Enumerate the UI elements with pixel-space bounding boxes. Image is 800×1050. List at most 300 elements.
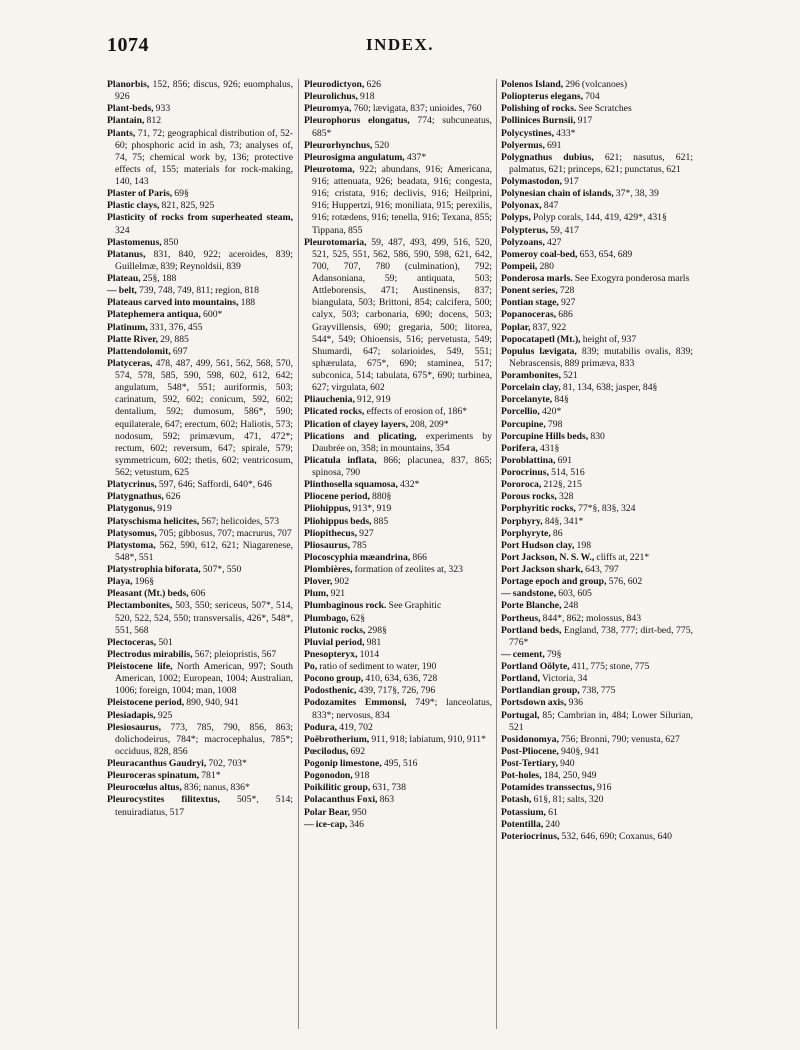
index-entry-term: Port Jackson, N. S. W.,	[501, 551, 595, 563]
index-entry-references: 439, 717§, 726, 796	[356, 685, 436, 697]
index-entry-references: 916	[594, 782, 612, 794]
index-entry	[501, 431, 693, 443]
index-entry-term: Plateau,	[107, 273, 141, 284]
index-entry-references: Polyp corals, 144, 419, 429*, 431§	[530, 212, 667, 224]
index-entry	[501, 79, 693, 91]
index-entry-term: Portland Oölyte,	[501, 661, 570, 672]
index-entry-term: Podura,	[304, 721, 338, 733]
index-entry	[304, 770, 492, 782]
index-entry-term: Plombières,	[304, 564, 353, 575]
index-entry-references: 705; gibbosus, 707; macrurus, 707	[156, 527, 292, 539]
index-entry	[107, 200, 293, 212]
index-entry-references: 521	[561, 370, 578, 381]
index-entry-references: 59, 417	[548, 224, 579, 236]
index-entry-term: Podozamites Emmonsi,	[304, 697, 407, 709]
index-entry-references: 280	[537, 260, 554, 272]
index-entry-references: 919	[155, 503, 172, 515]
index-entry	[304, 734, 492, 746]
index-entry-references: 37*, 38, 39	[613, 188, 659, 200]
index-entry-references: ratio of sediment to water, 190	[317, 661, 437, 672]
index-entry-references: 922; abundans, 916; Americana, 916; attenuata, 926; beadata, 916; congesta, 916; cristata, 916; declivis, 916; Heilprini, 916; Huppertzi, 916; moniliata, 915; perexilis, 916; rotædens, 916; tenella, 916; Texana, 855; Tippana, 855	[312, 163, 492, 236]
index-entry	[304, 164, 492, 237]
index-entry	[107, 491, 293, 503]
index-entry-references: 79§	[544, 648, 562, 660]
index-entry	[501, 382, 693, 394]
index-column-3	[501, 79, 693, 1029]
index-entry-references: 437*	[404, 151, 427, 163]
index-entry-term: Pororoca,	[501, 479, 542, 491]
index-entry-references: 431§	[537, 442, 560, 454]
index-entry-references: See Scratches	[576, 103, 632, 115]
index-entry	[304, 649, 492, 661]
index-entry-term: Posidonomya,	[501, 733, 559, 745]
index-entry	[501, 613, 693, 625]
index-entry-term: Plicated rocks,	[304, 406, 365, 418]
index-entry-term: Polymastodon,	[501, 176, 563, 187]
index-entry	[304, 540, 492, 552]
index-entry	[107, 309, 293, 321]
index-entry-references: 61§, 81; salts, 320	[531, 794, 604, 806]
index-entry	[501, 758, 693, 770]
index-entry-term: Popanoceras,	[501, 309, 557, 321]
index-entry-term: Plaster of Paris,	[107, 188, 173, 200]
index-entry	[304, 394, 492, 406]
index-entry	[304, 722, 492, 734]
index-entry-references: 621; nasutus, 621; palmatus, 621; princeps, 621; punctatus, 621	[509, 151, 693, 175]
index-entry	[304, 746, 492, 758]
index-entry	[501, 503, 693, 515]
index-entry	[107, 128, 293, 189]
index-entry-references: North American, 997; South American, 1002; European, 1004; Australian, 1006; foreign, 1004; man, 1008	[115, 661, 293, 697]
index-entry-term: Pœcilodus,	[304, 745, 349, 757]
index-entry-term: Pleuracanthus Gaudryi,	[107, 758, 207, 769]
index-entry-references: 478, 487, 499, 561, 562, 568, 570, 574, 578, 585, 590, 598, 602, 612, 642; angulatum, 548*, 551; auriformis, 503; carinatum, 592, 602; conicum, 592, 602; dentalium, 592; dumosum, 586*, 590; equilaterale, 647; erectum, 602; Haliotis, 573; nodosum, 592; primævum, 471, 472*; rectum, 602; reversum, 647; spirale, 579; symmetricum, 602; thetis, 602; ventricosum, 562; vetustum, 625	[115, 357, 293, 478]
index-entry-references: 69§	[172, 188, 189, 200]
index-entry-term: Portheus,	[501, 612, 541, 624]
index-entry	[501, 309, 693, 321]
index-entry-references: 562, 590, 612, 621; Niagarenese, 548*, 551	[115, 539, 293, 563]
index-entry-references: 61	[545, 806, 558, 818]
index-entry-references: 188	[238, 297, 256, 309]
index-entry	[304, 661, 492, 673]
index-entry	[501, 443, 693, 455]
index-entry-references: 917	[562, 176, 579, 187]
index-entry	[501, 770, 693, 782]
index-entry-references: 831, 840, 922; aceroides, 839; Guillelmæ, 839; Reynoldsii, 839	[115, 248, 293, 272]
index-entry-term: Pompeii,	[501, 260, 538, 272]
index-entry-term: Pluvial period,	[304, 636, 365, 648]
index-entry-references: 912, 919	[354, 394, 391, 406]
index-entry	[501, 552, 693, 564]
index-entry-references: 940§, 941	[558, 745, 600, 757]
index-entry-references: 567; pleiopristis, 567	[192, 648, 277, 660]
index-entry-references: formation of zeolites at, 323	[352, 564, 463, 575]
index-entry-term: Pleurotoma,	[304, 163, 355, 175]
index-entry-references: 503, 550; sericeus, 507*, 514, 520, 522, 524, 550; transversalis, 426*, 548*, 551, 568	[115, 600, 293, 636]
index-entry-term: Pliohippus beds,	[304, 515, 372, 527]
index-entry-references: 576, 602	[606, 576, 643, 588]
index-entry	[107, 249, 293, 273]
index-entry	[107, 273, 293, 285]
index-entry-term: Polar Bear,	[304, 806, 350, 818]
index-entry	[107, 237, 293, 249]
index-entry-term: Pleurocystites filitextus,	[107, 794, 220, 806]
column-rule	[496, 79, 497, 1029]
index-entry	[107, 115, 293, 127]
index-entry-term: Portland beds,	[501, 624, 562, 636]
index-entry-term: Portlandian group,	[501, 685, 580, 697]
page-number: 1074	[107, 34, 149, 56]
index-entry-term: Pliosaurus,	[304, 539, 351, 551]
index-entry	[501, 528, 693, 540]
index-entry	[107, 600, 293, 636]
index-entry-term: Plattendolomit,	[107, 345, 171, 357]
index-entry-references: 433*	[554, 127, 576, 139]
index-entry-term: Pliauchenia,	[304, 394, 355, 406]
index-entry	[501, 831, 693, 843]
index-entry-term: Platycrinus,	[107, 479, 157, 491]
index-entry	[501, 734, 693, 746]
index-entry-references: 84§, 341*	[542, 515, 584, 527]
index-entry-term: Pollinices Burnsii,	[501, 115, 576, 127]
index-entry-term: Poroblattina,	[501, 454, 556, 466]
index-entry	[501, 491, 693, 503]
index-entry-term: Plantain,	[107, 115, 145, 127]
index-entry	[501, 322, 693, 334]
index-entry	[501, 212, 693, 224]
index-entry-term: Platephemera antiqua,	[107, 309, 201, 321]
index-entry-references: cliffs at, 221*	[594, 551, 650, 563]
index-entry-term: Porous rocks,	[501, 491, 557, 503]
index-entry-term: Platystoma,	[107, 539, 156, 551]
index-entry	[304, 491, 492, 503]
index-entry-term: Polyonax,	[501, 200, 542, 212]
index-entry-references: 296 (volcanoes)	[563, 79, 628, 90]
index-entry	[304, 625, 492, 637]
index-entry-references: 821, 825, 925	[159, 200, 215, 212]
index-entry-references: 773, 785, 790, 856, 863; dolichodeirus, 784*; macrocephalus, 785*; occiduus, 828, 856	[115, 721, 293, 757]
index-entry	[107, 540, 293, 564]
index-entry	[304, 794, 492, 806]
index-entry-references: 880§	[369, 491, 392, 503]
index-entry-references: 918	[357, 91, 375, 103]
index-entry-term: Plocoscyphia mæandrina,	[304, 551, 411, 563]
index-entry-references: 248	[561, 600, 579, 612]
index-entry-term: Portland,	[501, 673, 541, 685]
index-entry-term: — ice-cap,	[304, 818, 348, 830]
index-entry-term: Plectrodus mirabilis,	[107, 648, 193, 660]
index-entry-term: Plumbago,	[304, 612, 349, 624]
index-entry-references: 208, 209*	[408, 418, 449, 430]
index-entry-references: 950	[349, 806, 367, 818]
index-entry	[107, 576, 293, 588]
index-entry-references: 196§	[132, 576, 155, 588]
index-entry-term: Plateaus carved into mountains,	[107, 297, 239, 309]
index-entry-term: Plum,	[304, 588, 329, 600]
index-entry	[304, 91, 492, 103]
index-entry-term: Polenos Island,	[501, 79, 564, 90]
index-entry	[501, 588, 693, 600]
index-entry-term: Planorbis,	[107, 79, 150, 90]
index-entry-references: 692	[348, 745, 366, 757]
index-entry-references: 514, 516	[549, 467, 585, 478]
index-entry-references: 830	[588, 430, 605, 442]
index-entry-references: 798	[545, 418, 563, 430]
index-entry	[501, 710, 693, 734]
index-entry-references: 71, 72; geographical distribution of, 52-60; phosphoric acid in ash, 73; analyses of, 74, 75; chemical work by, 136; protective effects of, 155; materials for rock-making, 140, 143	[115, 127, 293, 187]
index-entry-references: 331, 376, 455	[147, 321, 203, 333]
index-entry	[304, 79, 492, 91]
index-entry-references: experiments by Daubrée on, 358; in mountains, 354	[312, 430, 492, 454]
index-entry-term: Plesiosaurus,	[107, 721, 162, 733]
index-entry	[107, 479, 293, 491]
index-entry	[304, 588, 492, 600]
index-entry-term: Pnesopteryx,	[304, 648, 358, 660]
index-entry-references: 913*, 919	[350, 503, 392, 515]
index-entry	[501, 406, 693, 418]
index-entry	[304, 455, 492, 479]
index-entry-term: Portage epoch and group,	[501, 576, 607, 588]
index-entry-references: 184, 250, 949	[541, 770, 597, 782]
index-entry-references: 603, 605	[556, 588, 592, 600]
index-entry-term: Polishing of rocks.	[501, 103, 577, 115]
index-entry-references: 346	[347, 818, 364, 830]
index-entry-term: Platygnathus,	[107, 491, 164, 503]
index-entry	[304, 152, 492, 164]
index-entry-term: Plicatula inflata,	[304, 454, 377, 466]
index-entry-references: 936	[566, 697, 584, 709]
index-entry-references: 84§	[552, 394, 569, 406]
index-entry	[107, 346, 293, 358]
index-entry-references: See Graphitic	[386, 600, 442, 612]
index-entry	[304, 819, 492, 831]
index-entry-references: 837, 922	[530, 321, 567, 333]
index-entry	[501, 188, 693, 200]
index-entry	[107, 103, 293, 115]
index-entry-term: Plastic clays,	[107, 200, 160, 212]
index-entry-references: 850	[161, 236, 179, 248]
index-entry-references: 505*, 514; tenuiradiatus, 517	[115, 794, 293, 818]
index-entry-term: Pleistocene life,	[107, 661, 173, 672]
index-entry	[304, 576, 492, 588]
index-entry-term: Poikilitic group,	[304, 782, 371, 794]
index-entry-term: Pot-holes,	[501, 770, 542, 782]
index-entry	[107, 334, 293, 346]
index-entry-references: 738, 775	[579, 685, 616, 697]
index-entry	[501, 625, 693, 649]
index-entry	[304, 758, 492, 770]
index-entry-references: 812	[144, 115, 162, 127]
index-entry	[107, 588, 293, 600]
index-entry	[501, 673, 693, 685]
index-entry-term: Plastomenus,	[107, 236, 162, 248]
index-entry-term: Plasticity of rocks from superheated steam,	[107, 212, 293, 224]
index-entry-references: 863	[377, 794, 395, 806]
index-entry	[501, 249, 693, 261]
index-entry-references: 62§	[348, 612, 366, 624]
index-entry-term: Populus lævigata,	[501, 345, 577, 357]
index-entry	[501, 467, 693, 479]
index-entry-term: Platysomus,	[107, 527, 157, 539]
index-entry-references: 212§, 215	[541, 479, 582, 491]
index-entry	[501, 346, 693, 370]
index-entry-term: Plumbaginous rock.	[304, 600, 387, 612]
index-entry	[107, 297, 293, 309]
index-entry-references: 756; Bronni, 790; venusta, 627	[558, 733, 680, 745]
index-entry-term: Pogonip limestone,	[304, 758, 382, 769]
index-entry	[501, 455, 693, 467]
index-entry-references: 702, 703*	[206, 758, 247, 769]
index-entry-term: Pleurosigma angulatum,	[304, 151, 405, 163]
index-entry-term: Platte River,	[107, 333, 158, 345]
index-entry-references: 653, 654, 689	[577, 248, 633, 260]
index-entry-references: 704	[583, 91, 600, 103]
index-entry-term: Pleurotomaria,	[304, 236, 367, 248]
index-entry-term: Plover,	[304, 576, 333, 588]
index-entry	[501, 746, 693, 758]
index-entry-term: Platyceras,	[107, 357, 153, 369]
index-entry	[304, 431, 492, 455]
index-entry	[501, 649, 693, 661]
index-entry-term: Post-Pliocene,	[501, 745, 559, 757]
index-entry-references: 495, 516	[381, 758, 418, 769]
index-entry	[107, 79, 293, 103]
index-entry-term: Polynesian chain of islands,	[501, 188, 614, 200]
index-entry-term: Plesiadapis,	[107, 709, 156, 721]
index-entry-term: Porcupine Hills beds,	[501, 430, 589, 442]
index-entry-term: Po,	[304, 661, 318, 672]
index-entry	[304, 479, 492, 491]
index-entry	[501, 419, 693, 431]
index-entry-term: Porphyryte,	[501, 527, 551, 539]
index-entry	[107, 564, 293, 576]
index-entry-term: Polacanthus Foxi,	[304, 794, 378, 806]
index-entry-term: Poliopterus elegans,	[501, 91, 584, 103]
index-entry-term: Polygnathus dubius,	[501, 151, 594, 163]
index-entry	[501, 152, 693, 176]
index-entry-term: Plectoceras,	[107, 636, 157, 648]
index-entry	[501, 370, 693, 382]
index-entry-references: 691	[544, 139, 562, 151]
index-entry	[304, 406, 492, 418]
index-entry	[304, 140, 492, 152]
index-entry-term: Polyps,	[501, 212, 531, 224]
index-entry-term: Ponderosa marls.	[501, 273, 573, 284]
index-entry-term: Polypterus,	[501, 224, 549, 236]
index-entry-term: Potentilla,	[501, 818, 544, 830]
index-entry-references: 921	[328, 588, 346, 600]
index-entry-term: Platygonus,	[107, 503, 156, 515]
index-entry	[304, 419, 492, 431]
index-entry	[107, 710, 293, 722]
index-entry	[501, 685, 693, 697]
index-entry	[304, 237, 492, 395]
index-entry-term: Podosthenic,	[304, 685, 357, 697]
index-entry	[501, 576, 693, 588]
index-entry-references: 626	[364, 79, 382, 90]
index-entry	[304, 613, 492, 625]
column-rule	[298, 79, 299, 1029]
index-entry-references: England, 738, 777; dirt-bed, 775, 776*	[509, 624, 693, 648]
index-column-2	[304, 79, 492, 1029]
index-entry-term: Porambonites,	[501, 370, 562, 381]
index-entry-references: 739, 748, 749, 811; region, 818	[136, 285, 259, 297]
index-entry-references: 85; Cambrian in, 484; Lower Silurian, 521	[509, 709, 693, 733]
index-entry-references: 847	[541, 200, 559, 212]
index-entry-references: 728	[557, 285, 575, 297]
index-entry-term: Polyernus,	[501, 139, 545, 151]
index-entry	[304, 552, 492, 564]
index-entry-references: 774; subcuneatus, 685*	[312, 115, 492, 139]
index-entry-references: 419, 702	[337, 721, 373, 733]
index-entry-references: 927	[558, 297, 576, 309]
index-entry	[107, 188, 293, 200]
index-entry-references: 981	[364, 636, 382, 648]
index-entry-term: Ponent series,	[501, 285, 558, 297]
index-entry	[107, 358, 293, 479]
index-entry-term: Pleistocene period,	[107, 697, 185, 709]
index-entry-term: Platinum,	[107, 321, 148, 333]
index-entry	[501, 91, 693, 103]
index-entry	[304, 115, 492, 139]
index-entry-references: 298§	[365, 624, 387, 636]
index-entry	[107, 637, 293, 649]
index-entry-references: 885	[371, 515, 389, 527]
index-entry-references: 240	[543, 818, 560, 830]
index-entry-references: height of, 937	[580, 333, 637, 345]
index-column-1	[107, 79, 293, 1029]
index-entry-references: 839; mutabilis ovalis, 839; Nebrascensis, 889 primæva, 833	[509, 345, 693, 369]
index-entry-references: 940	[557, 758, 575, 769]
index-entry-references: See Exogyra ponderosa marls	[572, 273, 690, 284]
index-entry-term: Porphyry,	[501, 515, 543, 527]
index-entry-term: Pleurorhynchus,	[304, 139, 373, 151]
index-entry-references: 427	[544, 236, 562, 248]
index-entry	[501, 200, 693, 212]
index-entry	[107, 528, 293, 540]
index-entry	[501, 479, 693, 491]
index-entry-references: 836; nanus, 836*	[181, 782, 250, 794]
index-entry-references: 77*§, 83§, 324	[575, 503, 636, 515]
index-entry	[304, 564, 492, 576]
index-entry-references: 785	[350, 539, 367, 551]
index-entry	[107, 516, 293, 528]
index-entry-term: Pleuroceras spinatum,	[107, 770, 200, 782]
index-entry	[304, 782, 492, 794]
index-entry-references: 749*; lanceolatus, 833*; nervosus, 834	[312, 697, 492, 721]
index-entry-term: Poteriocrinus,	[501, 830, 560, 842]
index-entry-term: Potamides transsectus,	[501, 782, 595, 794]
index-entry	[107, 322, 293, 334]
index-entry-term: Port Jackson shark,	[501, 564, 584, 575]
index-entry-term: Plectambonites,	[107, 600, 173, 612]
index-entry-references: 691	[555, 454, 573, 466]
index-entry-references: 432*	[397, 479, 420, 491]
index-entry-term: Porcupine,	[501, 418, 546, 430]
index-entry-term: Plutonic rocks,	[304, 624, 366, 636]
index-entry-term: Poplar,	[501, 321, 531, 333]
index-entry-references: 410, 634, 636, 728	[363, 673, 438, 685]
index-entry-term: Pliocene period,	[304, 491, 370, 503]
index-entry-references: 925	[155, 709, 173, 721]
index-entry	[107, 697, 293, 709]
index-entry	[501, 103, 693, 115]
index-entry	[501, 564, 693, 576]
index-entry-term: Pomeroy coal-bed,	[501, 248, 578, 260]
page-title: INDEX.	[365, 35, 435, 54]
index-entry-term: Pliopithecus,	[304, 527, 358, 539]
index-entry-references: 86	[550, 527, 563, 539]
